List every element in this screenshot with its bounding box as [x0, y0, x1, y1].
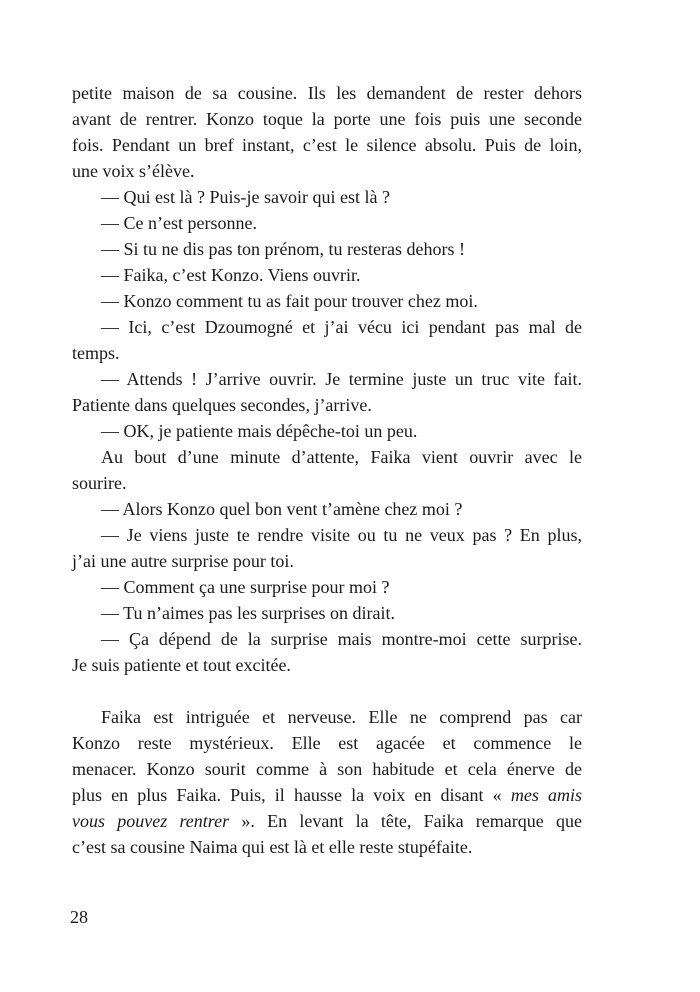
- text-line: Patiente dans quelques secondes, j’arrive.: [72, 395, 372, 415]
- dialogue-line: — Ici, c’est Dzoumogné et j’ai vécu ici pendant pas mal de: [101, 317, 582, 337]
- page-number: 28: [70, 907, 88, 927]
- text-line: Je suis patiente et tout excitée.: [72, 655, 291, 675]
- text-line: temps.: [72, 343, 120, 363]
- text-segment-italic: vous pouvez rentrer: [72, 811, 230, 831]
- text-line: petite maison de sa cousine. Ils les demandent de rester dehors: [72, 83, 582, 103]
- text-line: j’ai une autre surprise pour toi.: [72, 551, 294, 571]
- dialogue-line: — Konzo comment tu as fait pour trouver chez moi.: [101, 291, 478, 311]
- dialogue-line: — Alors Konzo quel bon vent t’amène chez moi ?: [101, 499, 463, 519]
- text-line: avant de rentrer. Konzo toque la porte une fois puis une seconde: [72, 109, 582, 129]
- text-line: [72, 808, 582, 834]
- text-segment: ». En levant la tête, Faika remarque que: [229, 811, 582, 831]
- dialogue-line: — Attends ! J’arrive ouvrir. Je termine juste un truc vite fait.: [101, 369, 582, 389]
- dialogue-line: — OK, je patiente mais dépêche-toi un peu.: [101, 421, 418, 441]
- text-line: [72, 782, 582, 808]
- text-line: une voix s’élève.: [72, 161, 195, 181]
- text-line: c’est sa cousine Naima qui est là et elle reste stupéfaite.: [72, 837, 473, 857]
- text-line: Konzo reste mystérieux. Elle est agacée et commence le: [72, 733, 582, 753]
- text-line: sourire.: [72, 473, 127, 493]
- text-line: fois. Pendant un bref instant, c’est le silence absolu. Puis de loin,: [72, 135, 582, 155]
- dialogue-line: — Qui est là ? Puis-je savoir qui est là ?: [101, 187, 390, 207]
- dialogue-line: — Comment ça une surprise pour moi ?: [101, 577, 390, 597]
- page-text: [72, 80, 582, 860]
- text-segment-italic: mes amis: [510, 785, 582, 805]
- dialogue-line: — Ce n’est personne.: [101, 213, 257, 233]
- dialogue-line: — Si tu ne dis pas ton prénom, tu resteras dehors !: [101, 239, 465, 259]
- text-line: Faika est intriguée et nerveuse. Elle ne comprend pas car: [101, 707, 582, 727]
- text-line: menacer. Konzo sourit comme à son habitude et cela énerve de: [72, 759, 582, 779]
- dialogue-line: — Ça dépend de la surprise mais montre-moi cette surprise.: [101, 629, 582, 649]
- text-line: Au bout d’une minute d’attente, Faika vient ouvrir avec le: [101, 447, 582, 467]
- dialogue-line: — Je viens juste te rendre visite ou tu ne veux pas ? En plus,: [101, 525, 582, 545]
- text-segment: plus en plus Faika. Puis, il hausse la voix en disant «: [72, 785, 511, 805]
- dialogue-line: — Faika, c’est Konzo. Viens ouvrir.: [101, 265, 361, 285]
- dialogue-line: — Tu n’aimes pas les surprises on dirait.: [101, 603, 395, 623]
